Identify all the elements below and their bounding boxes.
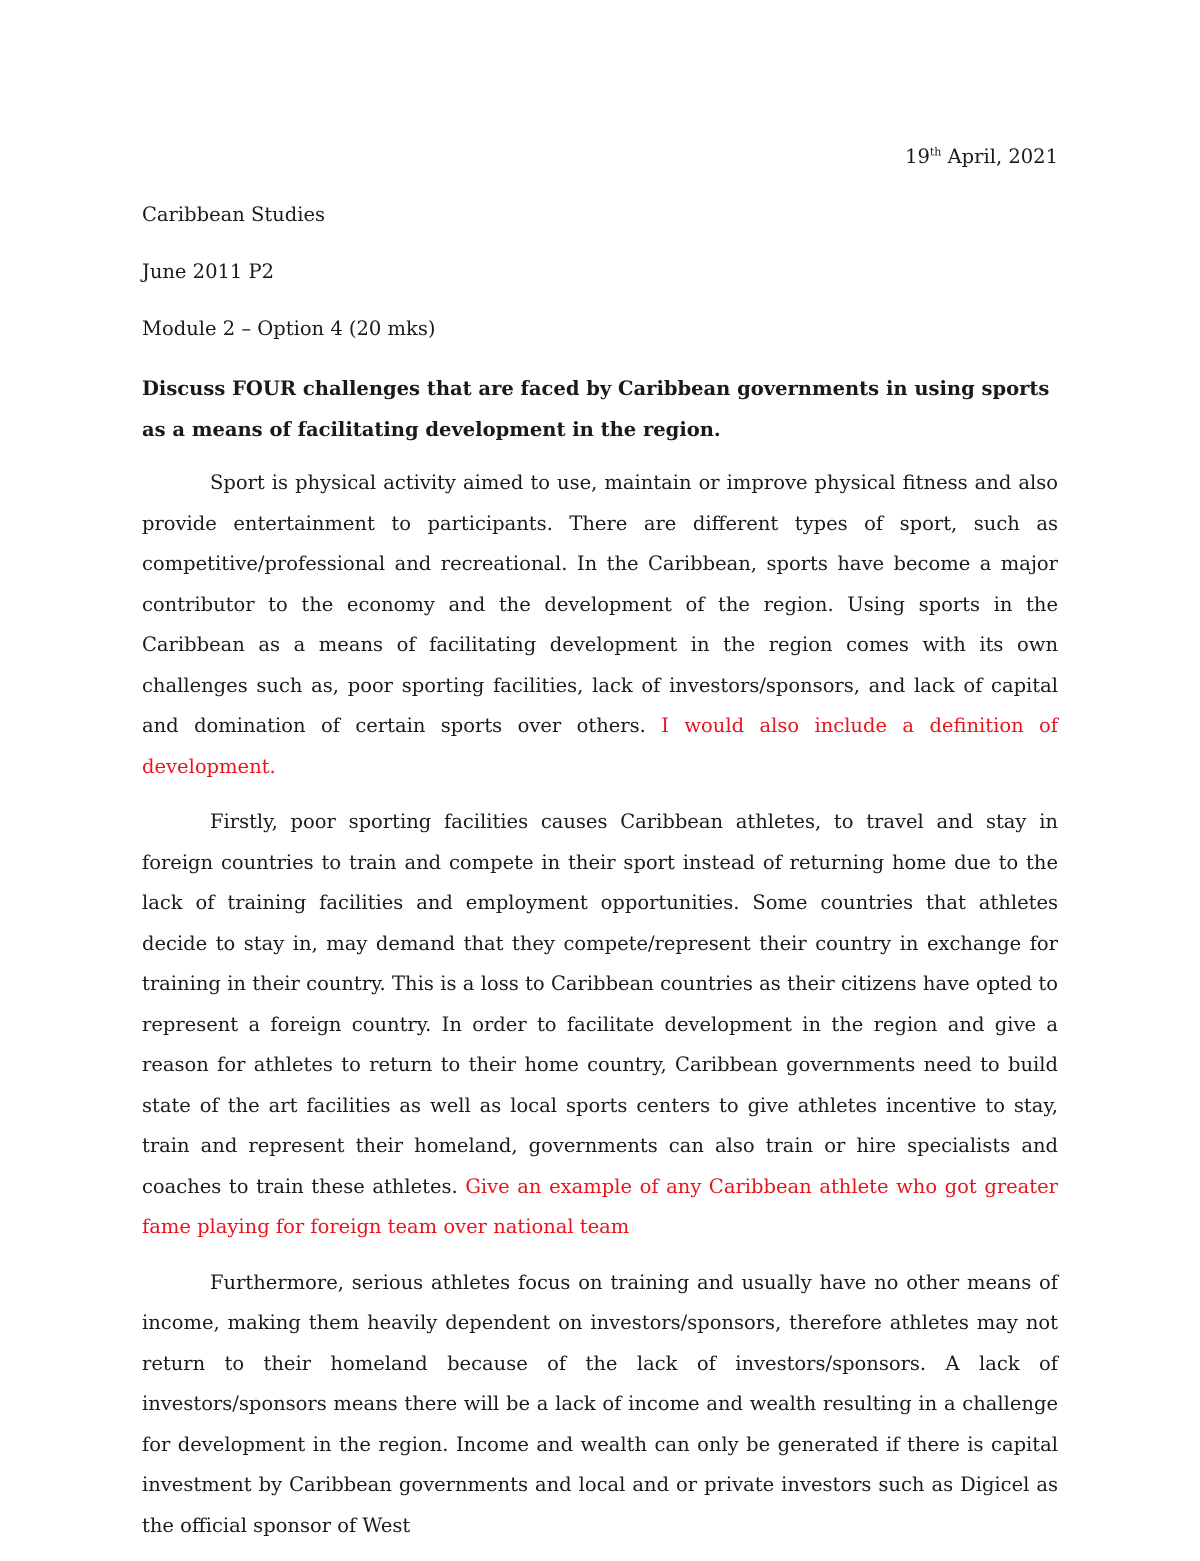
subject-line: Caribbean Studies	[142, 203, 326, 226]
date-day-suffix: th	[929, 145, 942, 159]
teacher-feedback: I would also include a definition of development.	[142, 714, 1059, 778]
paragraph-facilities	[142, 802, 1058, 1248]
paragraph-introduction	[142, 463, 1058, 787]
essay-question: Discuss FOUR challenges that are faced by Caribbean governments in using sports as a means of facilitating development in the region.	[142, 377, 1050, 441]
date-day: 19	[905, 145, 930, 168]
date-month-year: April, 2021	[941, 145, 1058, 168]
teacher-feedback: Give an example of any Caribbean athlete who got greater fame playing for foreign team over national team	[142, 1174, 1059, 1238]
paper-line: June 2011 P2	[142, 260, 275, 283]
paragraph-text: Sport is physical activity aimed to use, maintain or improve physical fitness and also provide entertainment to participants. There are different types of sport, such as competitive/professional and recreational. In the Caribbean, sports have become a major contributor to the economy and the development of the region. Using sports in the Caribbean as a means of facilitating development in the region comes with its own challenges such as, poor sporting facilities, lack of investors/sponsors, and lack of capital and domination of certain sports over others.	[142, 471, 1058, 737]
paragraph-text: Firstly, poor sporting facilities causes Caribbean athletes, to travel and stay in foreign countries to train and compete in their sport instead of returning home due to the lack of training facilities and employment opportunities. Some countries that athletes decide to stay in, may demand that they compete/represent their country in exchange for training in their country. This is a loss to Caribbean countries as their citizens have opted to represent a foreign country. In order to facilitate development in the region and give a reason for athletes to return to their home country, Caribbean governments need to build state of the art facilities as well as local sports centers to give athletes incentive to stay, train and represent their homeland, governments can also train or hire specialists and coaches to train these athletes.	[142, 810, 1058, 1198]
module-line: Module 2 – Option 4 (20 mks)	[142, 317, 436, 340]
paragraph-sponsors	[142, 1263, 1058, 1547]
paragraph-text: Furthermore, serious athletes focus on training and usually have no other means of income, making them heavily dependent on investors/sponsors, therefore athletes may not return to their homeland because of the lack of investors/sponsors. A lack of investors/sponsors means there will be a lack of income and wealth resulting in a challenge for development in the region. Income and wealth can only be generated if there is capital investment by Caribbean governments and local and or private investors such as Digicel as the official sponsor of West	[142, 1270, 1058, 1537]
document-date	[142, 140, 1058, 174]
document-body	[142, 140, 1058, 1561]
